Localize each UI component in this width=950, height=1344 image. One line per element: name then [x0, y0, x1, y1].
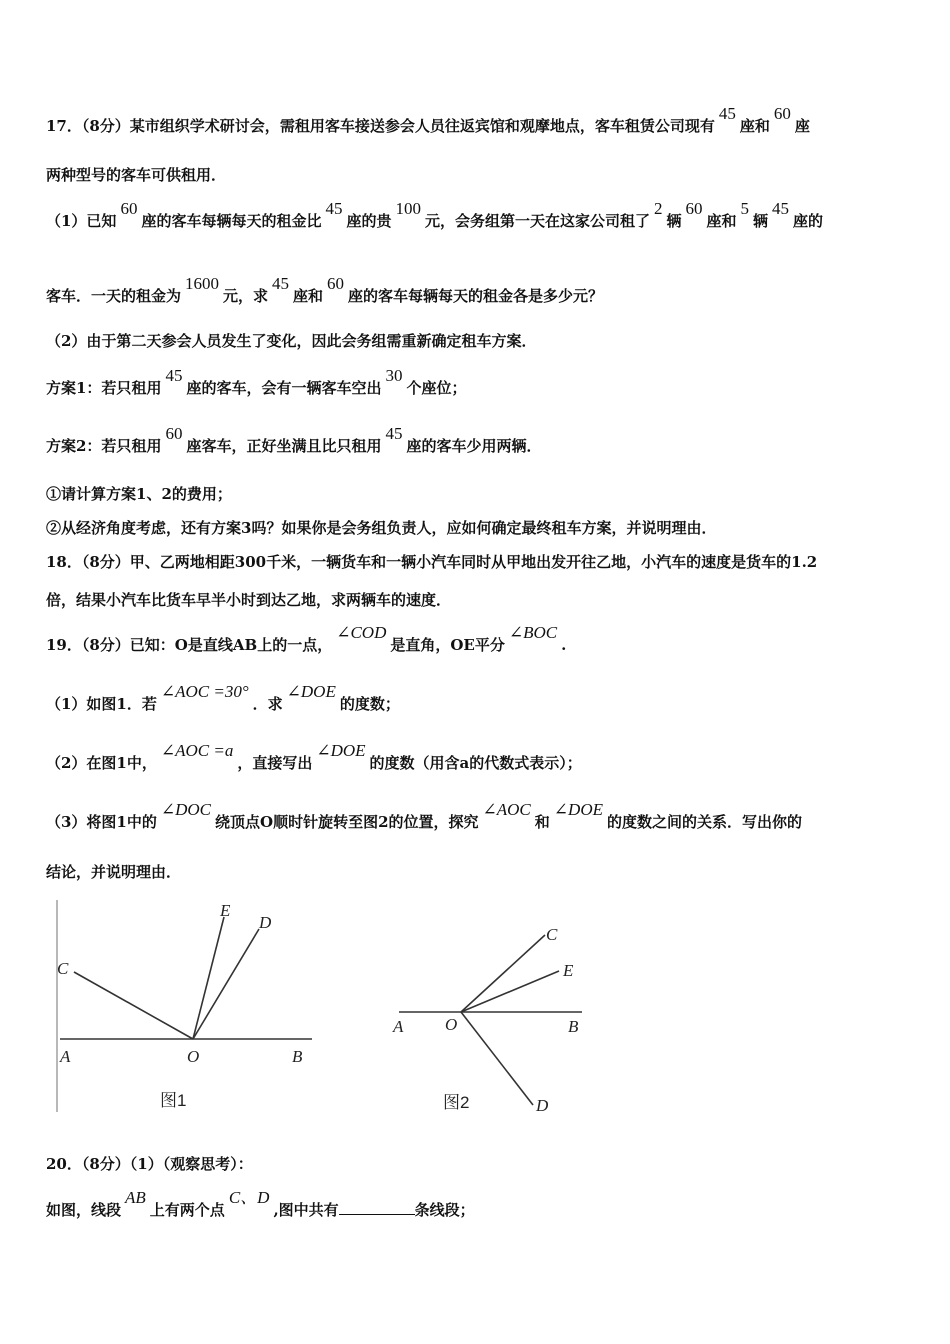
q17-line-1: 17．（8分）某市组织学术研讨会，需租用客车接送参会人员往返宾馆和观摩地点，客车租赁公司现有45座和60座	[46, 104, 810, 135]
q19-part-1: （1）如图1．若∠AOC =30°．求∠DOE的度数；	[46, 682, 400, 713]
q20-line-2: 如图，线段AB上有两个点C、D,图中共有 条线段；	[46, 1188, 475, 1219]
fig1-ray-od	[193, 929, 259, 1039]
fig1-ray-oe	[193, 917, 224, 1039]
math-45: 45	[718, 104, 736, 123]
fig2-label-b: B	[568, 1017, 579, 1036]
fig1-label-a: A	[60, 1047, 71, 1066]
fig1-label-d: D	[259, 913, 272, 932]
fig1-label-b: B	[292, 1047, 303, 1066]
fig2-label-d: D	[536, 1096, 549, 1115]
fig1-label-o: O	[187, 1047, 200, 1066]
fig2-label-o: O	[445, 1015, 458, 1034]
q17-sub-1: ①请计算方案1、2的费用；	[46, 485, 232, 503]
fig2-ray-oc	[461, 935, 545, 1012]
fig2-label-c: C	[546, 925, 558, 944]
fig2-label-e: E	[563, 961, 574, 980]
q17-sub-2: ②从经济角度考虑，还有方案3吗？如果你是会务组负责人，应如何确定最终租车方案，并说明理由．	[46, 519, 717, 537]
q18-line-1: 18．（8分）甲、乙两地相距300千米，一辆货车和一辆小汽车同时从甲地出发开往乙地，小汽车的速度是货车的1.2	[46, 553, 818, 571]
answer-blank[interactable]	[339, 1200, 415, 1215]
fig1-label-e: E	[220, 901, 231, 920]
q17-line-5: （2）由于第二天参会人员发生了变化，因此会务组需重新确定租车方案．	[46, 332, 537, 350]
q17-line-2: 两种型号的客车可供租用．	[46, 166, 227, 184]
q18-line-2: 倍，结果小汽车比货车早半小时到达乙地，求两辆车的速度．	[46, 591, 452, 609]
q20-line-1: 20．（8分）（1）（观察思考）：	[46, 1155, 253, 1173]
q17-line-3: （1）已知60座的客车每辆每天的租金比45座的贵100元，会务组第一天在这家公司租了2辆60座和5辆45座的	[46, 199, 824, 230]
fig2-caption: 图2	[443, 1093, 470, 1112]
q19-line-1: 19．（8分）已知：O是直线AB上的一点，∠COD是直角，OE平分∠BOC.	[46, 623, 567, 654]
figure-2	[385, 915, 595, 1120]
fig1-ray-oc	[74, 972, 193, 1039]
q19-part-3-cont: 结论，并说明理由．	[46, 863, 182, 881]
q17-line-4: 客车．一天的租金为1600元，求45座和60座的客车每辆每天的租金各是多少元？	[46, 274, 604, 305]
q19-part-2: （2）在图1中，∠AOC =a，直接写出∠DOE的度数（用含a的代数式表示）；	[46, 741, 582, 772]
figure-1	[40, 890, 340, 1120]
fig1-caption: 图1	[160, 1091, 187, 1110]
fig2-label-a: A	[393, 1017, 404, 1036]
fig1-label-c: C	[57, 959, 69, 978]
fig2-ray-oe	[461, 971, 559, 1012]
q19-part-3: （3）将图1中的∠DOC绕顶点O顺时针旋转至图2的位置，探究∠AOC和∠DOE的度数之间的关系．写出你的	[46, 800, 802, 831]
q17-scheme-1: 方案1：若只租用45座的客车，会有一辆客车空出30个座位；	[46, 366, 467, 397]
q17-scheme-2: 方案2：若只租用60座客车，正好坐满且比只租用45座的客车少用两辆．	[46, 424, 542, 455]
fig2-ray-od	[461, 1012, 533, 1105]
math-60: 60	[773, 104, 791, 123]
